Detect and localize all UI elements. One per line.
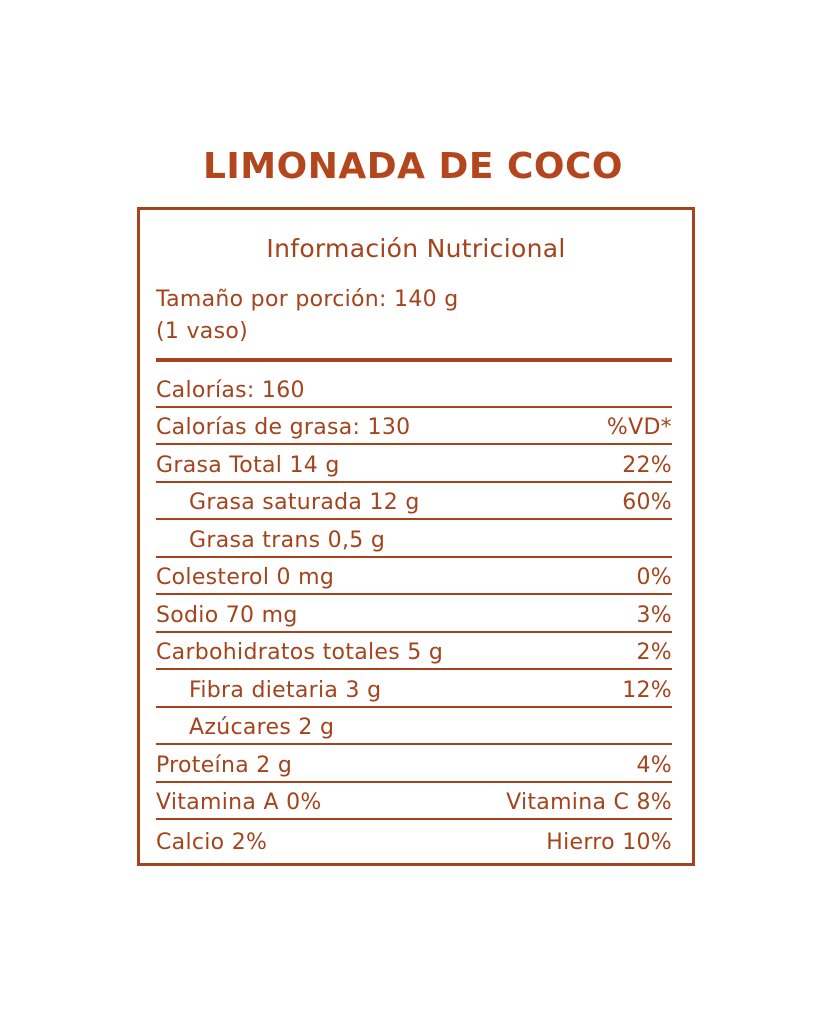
nutrient-label: Carbohidratos totales 5 g (156, 640, 444, 665)
nutrient-row-fat-calories (156, 408, 672, 446)
nutrient-row-calories (156, 370, 672, 408)
daily-value-header: %VD* (606, 415, 672, 440)
nutrient-label: Grasa Total 14 g (156, 452, 340, 478)
nutrient-label: Calorías: 160 (156, 377, 305, 403)
vitamin-a: Vitamina A 0% (156, 790, 322, 815)
calcium: Calcio 2% (156, 829, 268, 855)
panel-heading: Información Nutricional (266, 234, 566, 263)
serving-size (156, 284, 459, 348)
nutrient-row-fiber (156, 670, 672, 708)
nutrient-row-protein (156, 745, 672, 783)
nutrient-value: 12% (622, 677, 672, 703)
nutrient-row-sodium (156, 595, 672, 633)
nutrient-table (156, 370, 672, 858)
nutrient-value: 22% (622, 452, 672, 478)
nutrient-row-vitamins (156, 783, 672, 821)
nutrient-value: 0% (636, 565, 672, 590)
nutrient-row-cholesterol (156, 558, 672, 596)
nutrient-value: 4% (636, 752, 672, 778)
nutrient-row-total-fat (156, 445, 672, 483)
product-title: LIMONADA DE COCO (202, 146, 624, 187)
nutrition-facts-panel (137, 207, 695, 866)
nutrient-label: Fibra dietaria 3 g (189, 677, 382, 703)
nutrient-row-saturated-fat (156, 483, 672, 521)
nutrient-label: Calorías de grasa: 130 (156, 415, 411, 440)
vitamin-c: Vitamina C 8% (506, 790, 672, 815)
nutrient-label: Grasa saturada 12 g (189, 490, 420, 515)
serving-size-note: (1 vaso) (156, 319, 248, 344)
nutrient-row-minerals (156, 820, 672, 858)
nutrient-value: 60% (622, 490, 672, 515)
nutrient-label: Proteína 2 g (156, 752, 293, 778)
nutrient-row-carbohydrates (156, 633, 672, 671)
nutrient-label: Azúcares 2 g (189, 715, 335, 740)
serving-size-line: Tamaño por porción: 140 g (156, 287, 459, 312)
thick-divider (156, 358, 672, 362)
nutrient-label: Colesterol 0 mg (156, 565, 335, 590)
nutrient-value: 3% (636, 602, 672, 628)
nutrient-row-sugars (156, 708, 672, 746)
iron: Hierro 10% (546, 829, 672, 855)
nutrient-label: Grasa trans 0,5 g (189, 527, 386, 553)
nutrient-row-trans-fat (156, 520, 672, 558)
nutrient-label: Sodio 70 mg (156, 602, 298, 628)
nutrient-value: 2% (636, 640, 672, 665)
